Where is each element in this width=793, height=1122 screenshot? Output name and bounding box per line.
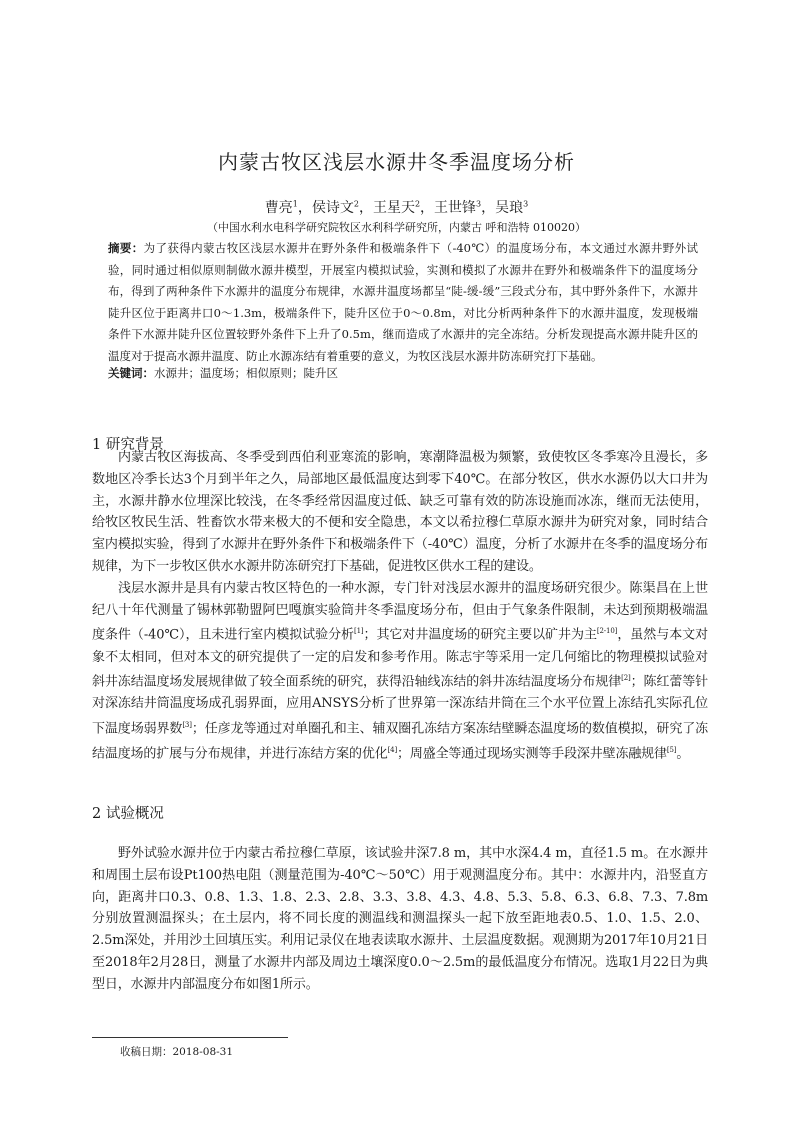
- keywords: [108, 365, 698, 381]
- citation: [4]: [387, 746, 398, 755]
- keywords-text: 水源井；温度场；相似原则；陡升区: [154, 366, 338, 380]
- section-heading: 2 试验概况: [92, 806, 164, 822]
- section-heading: 1 研究背景: [92, 437, 164, 453]
- footnote-received-date: 收稿日期：2018-08-31: [120, 1046, 234, 1058]
- section-body: [92, 447, 708, 765]
- author-list: 曹亮$^1$，侯诗文$^2$，王星天$^2$，王世锋$^3$，吴琅$^3$: [264, 199, 529, 216]
- citation: [2]: [621, 674, 631, 683]
- author-name: 侯诗文: [311, 200, 354, 216]
- citation: [1]: [354, 627, 364, 636]
- paragraph: 野外试验水源井位于内蒙古希拉穆仁草原，该试验井深7.8 m，其中水深4.4 m，直径1.5 m。在水源井和周围土层布设Pt100热电阻（测量范围为-40℃～50℃）用于观测温度分布。其中：水源井内，沿竖直方向，距离井口0.3、0.8、1.3、1.8、2.3、2.8、3.3、3.8、4.3、4.8、5.3、5.8、6.3、6.8、7.3、7.8m分别放置测温探头；在土层内，将不同长度的测温线和测温探头一起下放至距地表0.5、1.0、1.5、2.0、2.5m深处，并用沙土回填压实。利用记录仪在地表读取水源井、土层温度数据。观测期为2017年10月21日至2018年2月28日，测量了水源井内部及周边土壤深度0.0～2.5m的最低温度分布情况。选取1月22日为典型日，水源井内部温度分布如图1所示。: [92, 846, 708, 992]
- citation: [3]: [182, 721, 192, 730]
- keywords-label: 关键词：: [108, 366, 154, 380]
- citation: [5]: [666, 746, 677, 755]
- author-name: 吴琅: [495, 200, 524, 216]
- paper-title: 内蒙古牧区浅层水源井冬季温度场分析: [218, 150, 575, 174]
- affiliation-marker: 3: [523, 199, 529, 209]
- affiliation-marker: 1: [292, 199, 298, 209]
- abstract: [108, 238, 698, 367]
- abstract-label: 摘要：: [108, 241, 144, 255]
- paragraph: 浅层水源井是具有内蒙古牧区特色的一种水源，专门针对浅层水源井的温度场研究很少。陈渠昌在上世纪八十年代测量了锡林郭勒盟阿巴嘎旗实验筒井冬季温度场分布，但由于气象条件限制，未达到预期极端温度条件（-40℃），且未进行室内模拟试验分析[1]；其它对井温度场的研究主要以矿井为主[2-10]，虽然与本文对象不太相同，但对本文的研究提供了一定的启发和参考作用。陈志宇等采用一定几何缩比的物理模拟试验对斜井冻结温度场发展规律做了较全面系统的研究，获得沿轴线冻结的斜井冻结温度场分布规律[2]；陈红蕾等针对深冻结井筒温度场成孔弱界面，应用ANSYS分析了世界第一深冻结井筒在三个水平位置上冻结孔实际孔位下温度场弱界数[3]；任彦龙等通过对单圈孔和主、辅双圈孔冻结方案冻结壁瞬态温度场的数值模拟，研究了冻结温度场的扩展与分布规律，并进行冻结方案的优化[4]；周盛全等通过现场实测等手段深井壁冻融规律[5]。: [92, 580, 708, 762]
- section-body: [92, 843, 708, 996]
- abstract-text: 为了获得内蒙古牧区浅层水源井在野外条件和极端条件下（-40℃）的温度场分布，本文通过水源井野外试验，同时通过相似原则制做水源井模型，开展室内模拟试验，实测和模拟了水源井在野外和极端条件下的温度场分布，得到了两种条件下水源井的温度分布规律，水源井温度场都呈“陡-缓-缓”三段式分布，其中野外条件下，水源井陡升区位于距离井口0～1.3m，极端条件下，陡升区位于0～0.8m，对比分析两种条件下的水源井温度，发现极端条件下水源井陡升区位置较野外条件下上升了0.5m，继而造成了水源井的完全冻结。分析发现提高水源井陡升区的温度对于提高水源井温度、防止水源冻结有着重要的意义，为牧区浅层水源井防冻研究打下基础。: [108, 241, 698, 363]
- citation: [2-10]: [596, 627, 618, 636]
- author-name: 曹亮: [264, 200, 293, 216]
- affiliation-marker: 3: [476, 199, 482, 209]
- affiliation: （中国水利水电科学研究院牧区水利科学研究所，内蒙古 呼和浩特 010020）: [207, 221, 586, 234]
- author-name: 王星天: [372, 200, 415, 216]
- affiliation-marker: 2: [353, 199, 359, 209]
- author-name: 王世锋: [434, 200, 477, 216]
- footnote-rule: [92, 1037, 288, 1038]
- affiliation-marker: 2: [414, 199, 421, 209]
- paragraph: 内蒙古牧区海拔高、冬季受到西伯利亚寒流的影响，寒潮降温极为频繁，致使牧区冬季寒冷且漫长，多数地区冷季长达3个月到半年之久，局部地区最低温度达到零下40℃。在部分牧区，供水水源仍以大口井为主，水源井静水位埋深比较浅，在冬季经常因温度过低、缺乏可靠有效的防冻设施而冰冻，继而无法使用，给牧区牧民生活、牲畜饮水带来极大的不便和安全隐患，本文以希拉穆仁草原水源井为研究对象，同时结合室内模拟实验，得到了水源井在野外条件下和极端条件下（-40℃）温度，分析了水源井在冬季的温度场分布规律，为下一步牧区供水水源井防冻研究打下基础，促进牧区供水工程的建设。: [92, 450, 708, 574]
